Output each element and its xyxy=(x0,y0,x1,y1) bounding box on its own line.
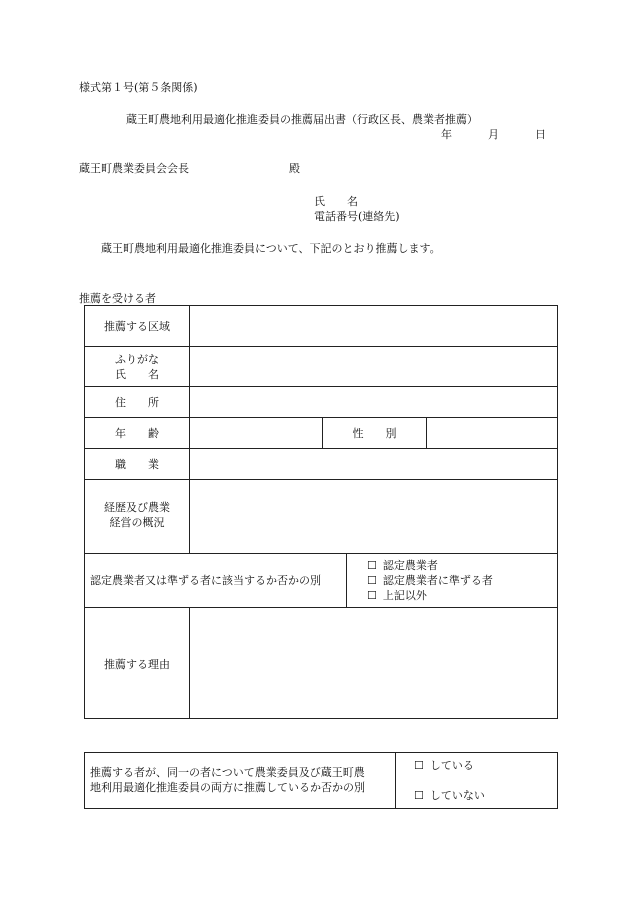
applicant-phone-label: 電話番号(連絡先) xyxy=(314,210,400,223)
addressee-name: 蔵王町農業委員会会長 xyxy=(79,162,189,175)
checkbox-icon[interactable]: ☐ xyxy=(414,789,424,802)
date-day-label: 日 xyxy=(535,128,546,141)
form-number: 様式第１号(第５条関係) xyxy=(79,81,198,94)
form-title: 蔵王町農地利用最適化推進委員の推薦届出書（行政区長、農業者推薦） xyxy=(126,113,478,126)
age-label: 年 齢 xyxy=(115,427,159,440)
checkbox-icon[interactable]: ☐ xyxy=(367,574,377,587)
checkbox-icon[interactable]: ☐ xyxy=(367,589,377,602)
checkbox-icon[interactable]: ☐ xyxy=(414,759,424,772)
date-year-label: 年 xyxy=(441,128,452,141)
dual-question-line2: 地利用最適化推進委員の両方に推薦しているか否かの別 xyxy=(90,781,365,794)
furigana-label: ふりがな xyxy=(115,353,159,366)
career-label-line1: 経歴及び農業 xyxy=(104,501,170,514)
section-label: 推薦を受ける者 xyxy=(79,292,156,305)
dual-option-yes[interactable]: ☐ している xyxy=(414,759,474,772)
certified-question: 認定農業者又は準ずる者に該当するか否かの別 xyxy=(90,574,321,587)
occupation-label: 職 業 xyxy=(115,458,159,471)
career-label-line2: 経営の概況 xyxy=(109,516,165,529)
dual-option-no[interactable]: ☐ していない xyxy=(414,789,485,802)
certified-option-1[interactable]: ☐ 認定農業者 xyxy=(367,559,438,572)
address-label: 住 所 xyxy=(115,396,159,409)
applicant-name-label: 氏 名 xyxy=(314,195,358,208)
checkbox-icon[interactable]: ☐ xyxy=(367,559,377,572)
addressee-honorific: 殿 xyxy=(289,162,300,175)
certified-option-3[interactable]: ☐ 上記以外 xyxy=(367,589,427,602)
sex-label: 性 別 xyxy=(352,427,397,440)
statement-text: 蔵王町農地利用最適化推進委員について、下記のとおり推薦します。 xyxy=(101,242,441,255)
reason-label: 推薦する理由 xyxy=(104,658,170,671)
certified-option-2[interactable]: ☐ 認定農業者に準ずる者 xyxy=(367,574,493,587)
nominee-name-label: 氏 名 xyxy=(115,368,159,381)
date-month-label: 月 xyxy=(488,128,499,141)
dual-question-line1: 推薦する者が、同一の者について農業委員及び蔵王町農 xyxy=(90,766,365,779)
area-label: 推薦する区域 xyxy=(104,320,170,333)
